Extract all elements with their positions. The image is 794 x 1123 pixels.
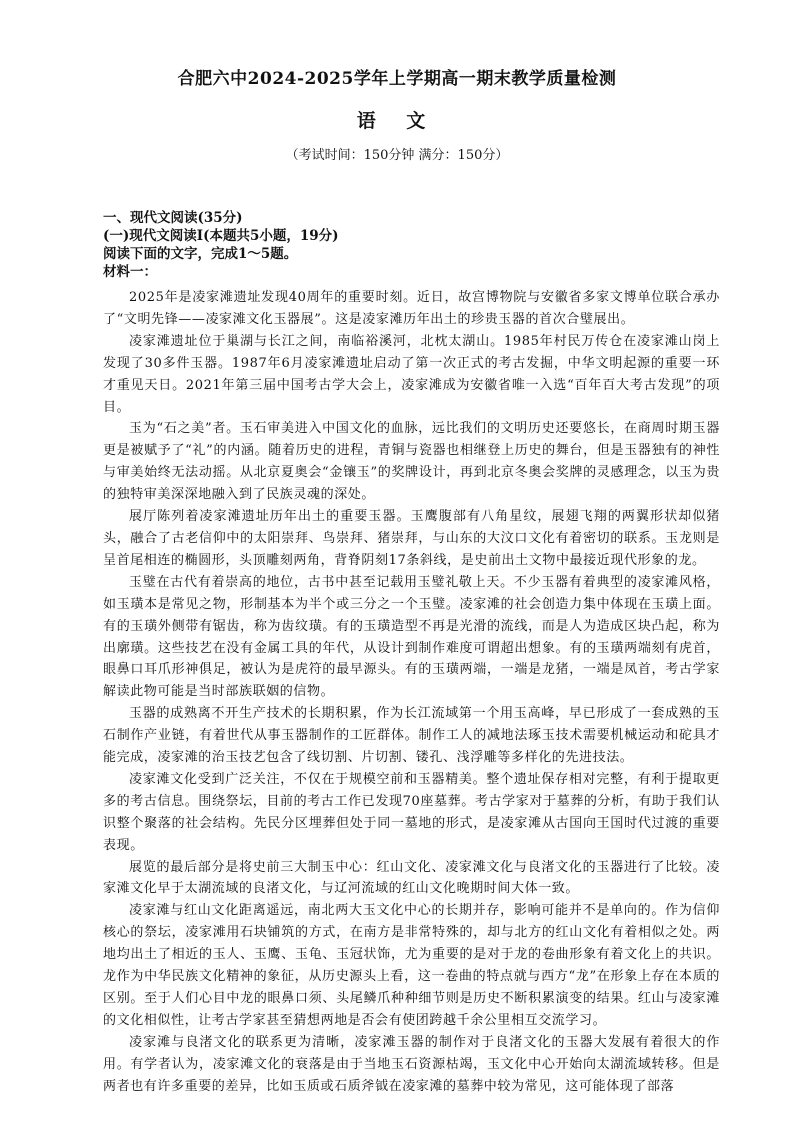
reading-passage — [103, 287, 720, 1098]
subsection-heading: (一)现代文阅读Ⅰ(本题共5小题，19分) — [103, 228, 339, 244]
section-headings — [103, 209, 723, 281]
passage-paragraph: 展厅陈列着凌家滩遗址历年出土的重要玉器。玉鹰腹部有八角星纹，展翅飞翔的两翼形状却似猪头，融合了古老信仰中的太阳崇拜、鸟崇拜、猪崇拜，与山东的大汶口文化有着密切的联系。玉龙则是呈首尾相连的椭圆形，头顶雕刻两角，背脊阴刻17条斜线，是史前出土文物中最接近现代形象的龙。 — [103, 509, 720, 568]
section-heading: 一、现代文阅读(35分) — [103, 210, 243, 226]
passage-paragraph: 玉器的成熟离不开生产技术的长期积累，作为长江流域第一个用玉高峰，早已形成了一套成熟的玉石制作产业链，有着世代从事玉器制作的工匠群体。制作工人的减地法琢玉技术需要机械运动和砣具才能完成，凌家滩的治玉技艺包含了线切割、片切割、镂孔、浅浮雕等多样化的先进技法。 — [103, 706, 720, 766]
passage-paragraph: 展览的最后部分是将史前三大制玉中心：红山文化、凌家滩文化与良渚文化的玉器进行了比较。凌家滩文化早于太湖流域的良渚文化，与辽河流域的红山文化晚期时间大体一致。 — [103, 859, 720, 897]
passage-paragraph: 凌家滩文化受到广泛关注，不仅在于规模空前和玉器精美。整个遗址保存相对完整，有利于提取更多的考古信息。围绕祭坛，目前的考古工作已发现70座墓葬。考古学家对于墓葬的分析，有助于我们认识整个聚落的社会结构。先民分区埋葬但处于同一墓地的形式，是凌家滩从古国向王国时代过渡的重要表现。 — [103, 771, 720, 853]
passage-paragraph: 2025年是凌家滩遗址发现40周年的重要时刻。近日，故宫博物院与安徽省多家文博单位联合承办了“文明先锋——凌家滩文化玉器展”。这是凌家滩历年出土的珍贵玉器的首次合璧展出。 — [103, 290, 720, 327]
passage-paragraph: 凌家滩遗址位于巢湖与长江之间，南临裕溪河，北枕太湖山。1985年村民万传仓在凌家滩山岗上发现了30多件玉器。1987年6月凌家滩遗址启动了第一次正式的考古发掘，中华文明起源的重要一环才重见天日。2021年第三届中国考古学大会上，凌家滩成为安徽省唯一入选“百年百大考古发现”的项目。 — [103, 333, 720, 415]
reading-instruction: 阅读下面的文字，完成1～5题。 — [103, 246, 298, 262]
subject-heading: 语 文 — [356, 110, 438, 132]
passage-paragraph: 玉璧在古代有着崇高的地位，古书中甚至记载用玉璧礼敬上天。不少玉器有着典型的凌家滩风格，如玉璜本是常见之物，形制基本为半个或三分之一个玉璧。凌家滩的社会创造力集中体现在玉璜上面。有的玉璜外侧带有锯齿，称为齿纹璜。有的玉璜造型不再是光滑的流线，而是人为造成区块凸起，称为出廓璜。这些技艺在没有金属工具的年代，从设计到制作难度可谓超出想象。有的玉璜两端刻有虎首，眼鼻口耳爪形神俱足，被认为是虎符的最早源头。有的玉璜两端，一端是龙猪，一端是凤首，考古学家解读此物可能是当时部族联姻的信物。 — [103, 574, 720, 700]
exam-title: 合肥六中2024-2025学年上学期高一期末教学质量检测 — [177, 69, 617, 89]
passage-paragraph: 凌家滩与良渚文化的联系更为清晰，凌家滩玉器的制作对于良渚文化的玉器大发展有着很大的作用。有学者认为，凌家滩文化的衰落是由于当地玉石资源枯竭，玉文化中心开始向太湖流域转移。但是两者也有许多重要的差异，比如玉质或石质斧钺在凌家滩的墓葬中较为常见，这可能体现了部落 — [103, 1034, 720, 1094]
passage-paragraph: 玉为“石之美”者。玉石审美进入中国文化的血脉，远比我们的文明历史还要悠长，在商周时期玉器更是被赋予了“礼”的内涵。随着历史的进程，青铜与瓷器也相继登上历史的舞台，但是玉器独有的神性与审美始终无法动摇。从北京夏奥会“金镶玉”的奖牌设计，再到北京冬奥会奖牌的灵感理念，以玉为贵的独特审美深深地融入到了民族灵魂的深处。 — [103, 421, 720, 503]
exam-time-score: （考试时间：150分钟 满分：150分） — [285, 148, 509, 163]
passage-paragraph: 凌家滩与红山文化距离遥远，南北两大玉文化中心的长期并存，影响可能并不是单向的。作为信仰核心的祭坛，凌家滩用石块铺筑的方式，在南方是非常特殊的，却与北方的红山文化有着相似之处。两地均出土了相近的玉人、玉鹰、玉龟、玉冠状饰，尤为重要的是对于龙的卷曲形象有着文化上的共识。龙作为中华民族文化精神的象征，从历史源头上看，这一卷曲的特点就与西方“龙”在形象上存在本质的区别。至于人们心目中龙的眼鼻口须、头尾鳞爪种种细节则是历史不断积累演变的结果。红山与凌家滩的文化相似性，让考古学家甚至猜想两地是否会有使团跨越千余公里相互交流学习。 — [103, 903, 720, 1028]
material-label: 材料一： — [103, 264, 157, 280]
